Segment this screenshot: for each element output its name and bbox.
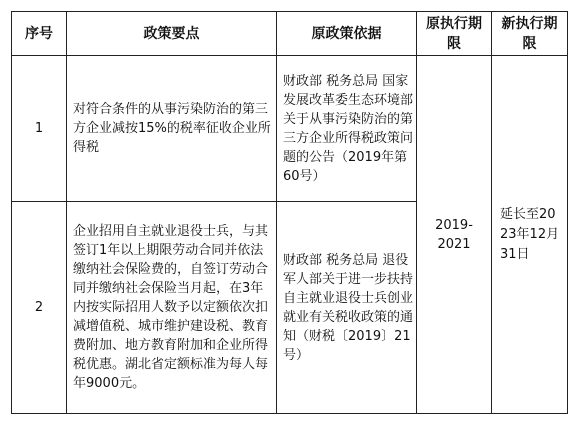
row-2-policy-point-text: 企业招用自主就业退役士兵，与其签订1年以上期限劳动合同并依法缴纳社会保险费的，自签订劳动合同并缴纳社会保险当月起，在3年内按实际招用人数予以定额依次扣减增值税、城市维护建设税、教育费附加、地方教育附加和企业所得税优惠。湖北省定额标准为每人每年9000元。 xyxy=(73,224,269,391)
header-serial: 序号 xyxy=(12,12,67,56)
table-header-row xyxy=(12,12,568,56)
original-period-cell: 2019-2021 xyxy=(417,56,492,414)
header-original-basis: 原政策依据 xyxy=(277,12,417,56)
row-2-serial: 2 xyxy=(12,202,67,414)
row-2-original-basis-text: 财政部 税务总局 退役军人部关于进一步扶持自主就业退役士兵创业就业有关税收政策的通知（财税〔2019〕21号） xyxy=(283,252,414,363)
row-1-policy-point xyxy=(67,56,277,202)
policy-table xyxy=(11,11,568,414)
header-new-period: 新执行期限 xyxy=(492,12,568,56)
policy-table-container xyxy=(11,11,567,413)
row-1-original-basis-text: 财政部 税务总局 国家发展改革委生态环境部关于从事污染防治的第三方企业所得税政策问题的公告（2019年第60号） xyxy=(283,73,414,184)
new-period-text: 延长至2023年12月31日 xyxy=(500,206,560,262)
new-period-cell xyxy=(492,56,568,414)
row-1-policy-point-text: 对符合条件的从事污染防治的第三方企业减按15%的税率征收企业所得税 xyxy=(73,102,271,155)
row-2-original-basis xyxy=(277,202,417,414)
row-1-serial: 1 xyxy=(12,56,67,202)
header-original-period: 原执行期限 xyxy=(417,12,492,56)
row-2-policy-point xyxy=(67,202,277,414)
table-row xyxy=(12,56,568,202)
header-policy-point: 政策要点 xyxy=(67,12,277,56)
row-1-original-basis xyxy=(277,56,417,202)
